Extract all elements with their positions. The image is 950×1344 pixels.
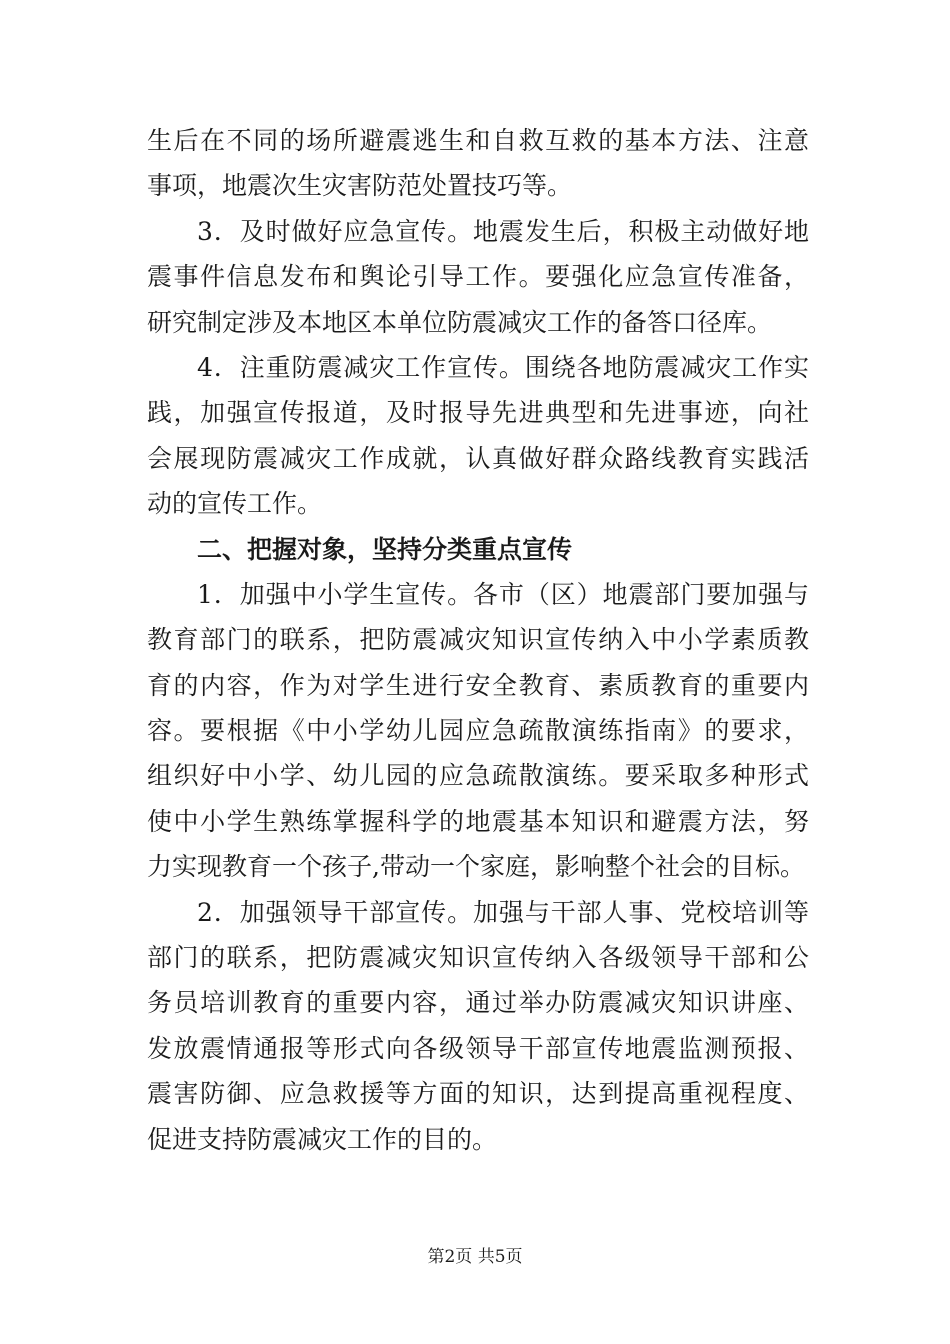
text-line: 3．及时做好应急宣传。地震发生后，积极主动做好地 — [197, 216, 809, 246]
text-line: 会展现防震减灾工作成就，认真做好群众路线教育实践活 — [147, 443, 809, 473]
text-line: 发放震情通报等形式向各级领导干部宣传地震监测预报、 — [147, 1033, 809, 1063]
text-line: 震害防御、应急救援等方面的知识，达到提高重视程度、 — [147, 1079, 809, 1109]
text-line: 震事件信息发布和舆论引导工作。要强化应急宣传准备， — [147, 262, 809, 292]
document-body — [147, 118, 809, 1162]
text-line: 事项，地震次生灾害防范处置技巧等。 — [147, 171, 573, 201]
page-number-footer: 第2页 共5页 — [427, 1247, 523, 1267]
text-line: 2．加强领导干部宣传。加强与干部人事、党校培训等 — [197, 897, 809, 927]
text-line: 践，加强宣传报道，及时报导先进典型和先进事迹，向社 — [147, 398, 809, 428]
text-line: 动的宣传工作。 — [147, 489, 323, 519]
text-line: 容。要根据《中小学幼儿园应急疏散演练指南》的要求， — [147, 716, 809, 746]
text-line: 研究制定涉及本地区本单位防震减灾工作的备答口径库。 — [147, 307, 773, 337]
text-line: 1．加强中小学生宣传。各市（区）地震部门要加强与 — [197, 579, 809, 609]
text-line: 生后在不同的场所避震逃生和自救互救的基本方法、注意 — [147, 126, 809, 155]
text-line: 育的内容，作为对学生进行安全教育、素质教育的重要内 — [147, 670, 809, 700]
text-line: 组织好中小学、幼儿园的应急疏散演练。要采取多种形式 — [147, 761, 809, 791]
text-line: 务员培训教育的重要内容，通过举办防震减灾知识讲座、 — [147, 988, 809, 1018]
text-line: 使中小学生熟练掌握科学的地震基本知识和避震方法，努 — [147, 806, 809, 836]
section-heading: 二、把握对象，坚持分类重点宣传 — [197, 534, 573, 564]
text-line: 促进支持防震减灾工作的目的。 — [147, 1124, 498, 1154]
text-line: 部门的联系，把防震减灾知识宣传纳入各级领导干部和公 — [147, 943, 809, 973]
text-line: 力实现教育一个孩子,带动一个家庭，影响整个社会的目标。 — [147, 852, 805, 882]
text-line: 教育部门的联系，把防震减灾知识宣传纳入中小学素质教 — [147, 625, 809, 655]
text-line: 4．注重防震减灾工作宣传。围绕各地防震减灾工作实 — [197, 352, 809, 382]
